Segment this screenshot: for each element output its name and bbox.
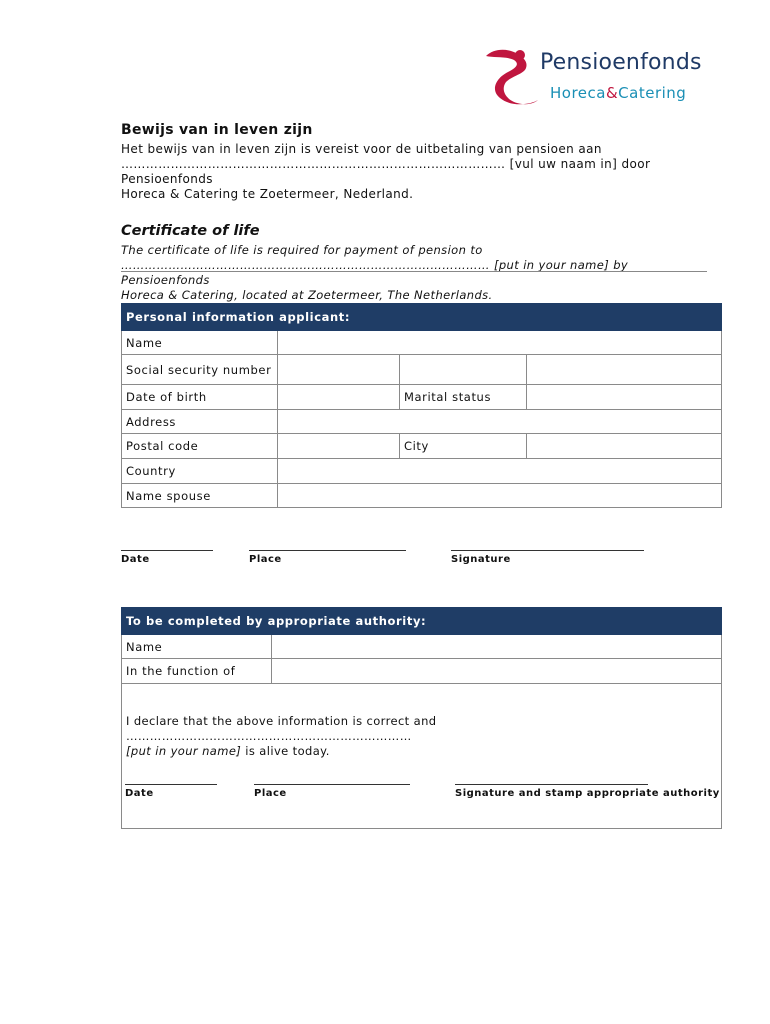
address-field[interactable] [278,410,722,434]
text-english-2: ………………………………………………………………………………… [put in your name] by Pensioenfonds [121,258,629,287]
signature-applicant[interactable]: Signature [451,550,644,565]
postal-code-field[interactable] [278,434,400,459]
authority-name-field[interactable] [272,635,722,659]
logo-swirl-icon [482,44,542,108]
logo-name: Pensioenfonds [540,50,702,75]
authority-header: To be completed by appropriate authority: [122,608,722,635]
ssn-field-2[interactable] [400,355,527,385]
name-field[interactable] [278,331,722,355]
label-city: City [400,434,527,459]
pensioenfonds-logo [482,44,732,108]
intro-section [121,120,711,303]
declaration-text: I declare that the above information is correct and ……………………………………………………………… [put in your name] is alive today. [126,714,437,758]
country-field[interactable] [278,459,722,484]
personal-info-header: Personal information applicant: [122,304,722,331]
label-marital-status: Marital status [400,385,527,410]
title-english: Certificate of life [121,223,260,239]
marital-status-field[interactable] [527,385,722,410]
divider [121,271,707,272]
label-authority-name: Name [122,635,272,659]
signature-place-1[interactable]: Place [249,550,406,565]
text-dutch-3: Horeca & Catering te Zoetermeer, Nederland. [121,187,414,201]
logo-subtitle: Horeca&Catering [550,84,687,102]
text-english-1: The certificate of life is required for payment of pension to [121,243,483,257]
label-function: In the function of [122,659,272,684]
label-social-security: Social security number [122,355,278,385]
signature-authority[interactable]: Signature and stamp appropriate authority [455,784,648,799]
signature-date-1[interactable]: Date [121,550,213,565]
text-english-3: Horeca & Catering, located at Zoetermeer, The Netherlands. [121,288,493,302]
declaration-cell [122,684,722,829]
label-postal-code: Postal code [122,434,278,459]
city-field[interactable] [527,434,722,459]
label-date-of-birth: Date of birth [122,385,278,410]
text-dutch-2: ………………………………………………………………………………… [vul uw naam in] door Pensioenfonds [121,157,651,186]
signature-place-2[interactable]: Place [254,784,410,799]
label-address: Address [122,410,278,434]
date-of-birth-field[interactable] [278,385,400,410]
label-name-spouse: Name spouse [122,484,278,508]
ssn-field-3[interactable] [527,355,722,385]
label-name: Name [122,331,278,355]
label-country: Country [122,459,278,484]
signature-date-2[interactable]: Date [125,784,217,799]
function-field[interactable] [272,659,722,684]
name-spouse-field[interactable] [278,484,722,508]
personal-info-table [121,303,722,508]
text-dutch-1: Het bewijs van in leven zijn is vereist voor de uitbetaling van pensioen aan [121,142,602,156]
title-dutch: Bewijs van in leven zijn [121,122,313,138]
ssn-field-1[interactable] [278,355,400,385]
